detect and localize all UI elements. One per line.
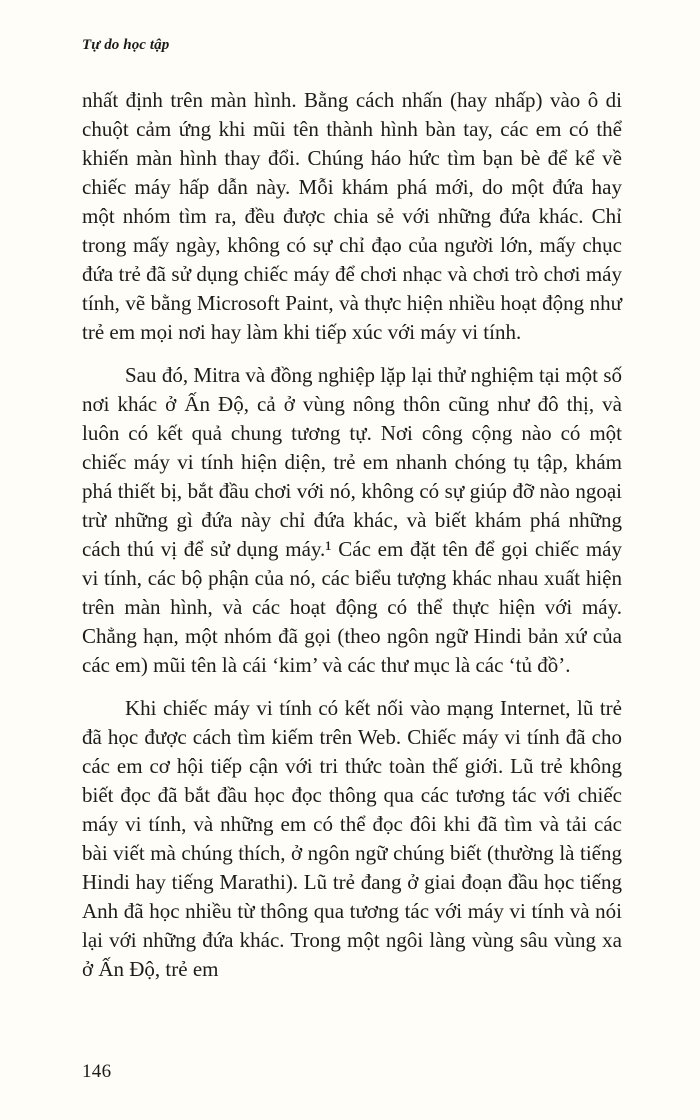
body-text [82,86,622,984]
page-number: 146 [82,1061,112,1082]
paragraph: nhất định trên màn hình. Bằng cách nhấn (hay nhấp) vào ô di chuột cảm ứng khi mũi tên thành hình bàn tay, các em có thể khiến màn hình thay đổi. Chúng háo hức tìm bạn bè để kể về chiếc máy hấp dẫn này. Mỗi khám phá mới, do một đứa hay một nhóm tìm ra, đều được chia sẻ với những đứa khác. Chỉ trong mấy ngày, không có sự chỉ đạo của người lớn, mấy chục đứa trẻ đã sử dụng chiếc máy để chơi nhạc và chơi trò chơi máy tính, vẽ bằng Microsoft Paint, và thực hiện nhiều hoạt động như trẻ em mọi nơi hay làm khi tiếp xúc với máy vi tính. [82,88,622,344]
paragraph: Khi chiếc máy vi tính có kết nối vào mạng Internet, lũ trẻ đã học được cách tìm kiếm trên Web. Chiếc máy vi tính đã cho các em cơ hội tiếp cận với tri thức toàn thế giới. Lũ trẻ không biết đọc đã bắt đầu học đọc thông qua các tương tác với chiếc máy vi tính, và những em có thể đọc đôi khi đã tìm và tải các bài viết mà chúng thích, ở ngôn ngữ chúng biết (thường là tiếng Hindi hay tiếng Marathi). Lũ trẻ đang ở giai đoạn đầu học tiếng Anh đã học nhiều từ thông qua tương tác với máy vi tính và nói lại với những đứa khác. Trong một ngôi làng vùng sâu vùng xa ở Ấn Độ, trẻ em [82,696,622,981]
running-header: Tự do học tập [82,37,170,53]
paragraph: Sau đó, Mitra và đồng nghiệp lặp lại thử nghiệm tại một số nơi khác ở Ấn Độ, cả ở vùng nông thôn cũng như đô thị, và luôn có kết quả chung tương tự. Nơi công cộng nào có một chiếc máy vi tính hiện diện, trẻ em nhanh chóng tụ tập, khám phá thiết bị, bắt đầu chơi với nó, không có sự giúp đỡ nào ngoại trừ những gì đứa này chỉ đứa khác, và biết khám phá những cách thú vị để sử dụng máy.¹ Các em đặt tên để gọi chiếc máy vi tính, các bộ phận của nó, các biểu tượng khác nhau xuất hiện trên màn hình, và các hoạt động có thể thực hiện với máy. Chẳng hạn, một nhóm đã gọi (theo ngôn ngữ Hindi bản xứ của các em) mũi tên là cái ‘kim’ và các thư mục là các ‘tủ đồ’. [82,363,622,677]
